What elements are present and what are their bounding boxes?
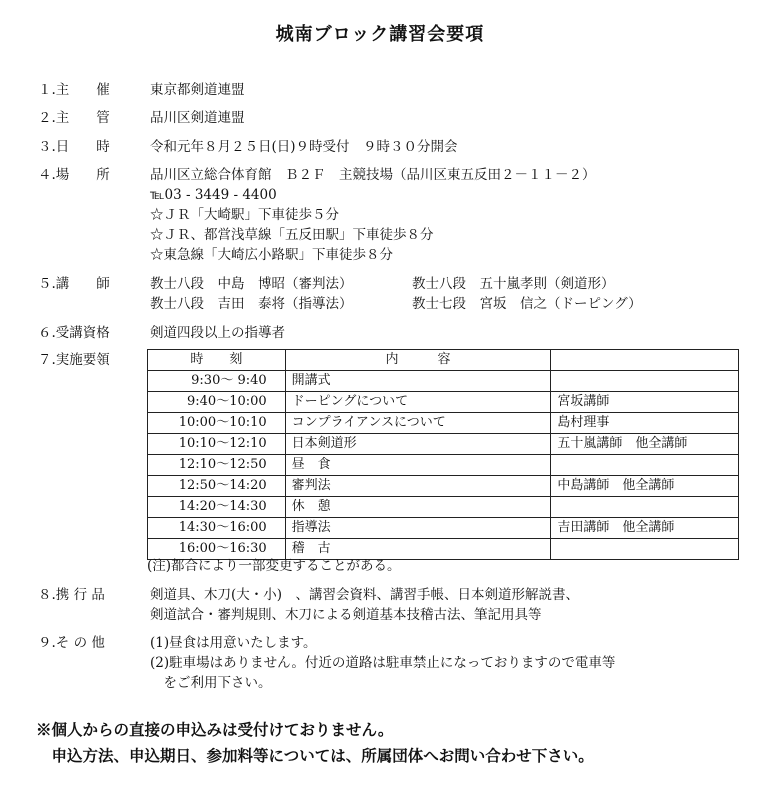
section-text: 剣道四段以上の指導者: [150, 325, 285, 341]
footer-inquiry: 申込方法、申込期日、参加料等については、所属団体へお問い合わせ下さい。: [36, 746, 594, 765]
instructor: 教士七段 宮坂 信之（ドーピング）: [412, 296, 642, 312]
section-label: ８.携 行 品: [38, 587, 105, 603]
time-cell: 12:50～14:20: [148, 476, 286, 497]
section-text: 剣道具、木刀(大・小) 、講習会資料、講習手帳、日本剣道形解説書、: [150, 587, 580, 603]
section-text: (2)駐車場はありません。付近の道路は駐車禁止になっておりますので電車等: [150, 655, 616, 671]
lecturer-cell: [551, 455, 739, 476]
schedule-table: [147, 349, 739, 560]
time-cell: 9:30～ 9:40: [148, 371, 286, 392]
lecturer-cell: 宮坂講師: [551, 392, 739, 413]
schedule-note: (注)都合により一部変更することがある。: [147, 558, 401, 574]
table-row: [148, 392, 739, 413]
table-row: [148, 413, 739, 434]
time-cell: 16:00～16:30: [148, 539, 286, 560]
section-label: １.主 催: [38, 82, 110, 98]
section-text: (1)昼食は用意いたします。: [150, 635, 317, 651]
table-row: [148, 434, 739, 455]
instructor: 教士八段 五十嵐孝則（剣道形）: [412, 276, 615, 292]
table-row: [148, 497, 739, 518]
venue-phone: ℡03 - 3449 - 4400: [150, 187, 277, 203]
content-cell: ドーピングについて: [285, 392, 551, 413]
table-row: [148, 371, 739, 392]
section-label: ９.そ の 他: [38, 635, 105, 651]
page-title: 城南ブロック講習会要項: [275, 24, 485, 45]
lecturer-cell: 吉田講師 他全講師: [551, 518, 739, 539]
time-cell: 12:10～12:50: [148, 455, 286, 476]
content-cell: 稽 古: [285, 539, 551, 560]
section-text: をご利用下さい。: [150, 675, 272, 691]
footer-notice: ※個人からの直接の申込みは受付けておりません。: [36, 720, 394, 739]
section-text: 剣道試合・審判規則、木刀による剣道基本技稽古法、筆記用具等: [150, 607, 542, 623]
time-cell: 10:10～12:10: [148, 434, 286, 455]
time-cell: 14:30～16:00: [148, 518, 286, 539]
table-row: [148, 476, 739, 497]
venue-address: 品川区立総合体育館 Ｂ２Ｆ 主競技場（品川区東五反田２－１１－２）: [150, 167, 596, 183]
table-header-row: [148, 350, 739, 371]
venue-access: ☆ＪＲ、都営浅草線「五反田駅」下車徒歩８分: [150, 227, 434, 243]
content-cell: 指導法: [285, 518, 551, 539]
section-label: ５.講 師: [38, 276, 110, 292]
time-cell: 14:20～14:30: [148, 497, 286, 518]
lecturer-cell: 島村理事: [551, 413, 739, 434]
table-row: [148, 518, 739, 539]
section-text: 品川区剣道連盟: [150, 110, 245, 126]
section-text: 東京都剣道連盟: [150, 82, 245, 98]
lecturer-cell: [551, 539, 739, 560]
lecturer-cell: 五十嵐講師 他全講師: [551, 434, 739, 455]
content-cell: 日本剣道形: [285, 434, 551, 455]
section-label: ６.受講資格: [38, 325, 110, 341]
lecturer-cell: [551, 497, 739, 518]
instructor: 教士八段 中島 博昭（審判法）: [150, 276, 353, 292]
lecturer-cell: [551, 371, 739, 392]
time-cell: 9:40～10:00: [148, 392, 286, 413]
section-label: ２.主 管: [38, 110, 110, 126]
content-cell: コンプライアンスについて: [285, 413, 551, 434]
column-header-lecturer: [551, 350, 739, 371]
instructor-row: [150, 274, 738, 294]
content-cell: 審判法: [285, 476, 551, 497]
lecturer-cell: 中島講師 他全講師: [551, 476, 739, 497]
table-row: [148, 455, 739, 476]
section-label: ４.場 所: [38, 167, 110, 183]
content-cell: 昼 食: [285, 455, 551, 476]
column-header-time: 時 刻: [148, 350, 286, 371]
section-label: ７.実施要領: [38, 352, 110, 368]
time-cell: 10:00～10:10: [148, 413, 286, 434]
content-cell: 休 憩: [285, 497, 551, 518]
venue-access: ☆東急線「大崎広小路駅」下車徒歩８分: [150, 247, 393, 263]
content-cell: 開講式: [285, 371, 551, 392]
instructor: 教士八段 吉田 泰将（指導法）: [150, 296, 353, 312]
section-text: 令和元年８月２５日(日)９時受付 ９時３０分開会: [150, 139, 458, 155]
column-header-content: 内 容: [285, 350, 551, 371]
venue-access: ☆ＪＲ「大崎駅」下車徒歩５分: [150, 207, 339, 223]
section-label: ３.日 時: [38, 139, 110, 155]
instructor-row: [150, 294, 738, 314]
